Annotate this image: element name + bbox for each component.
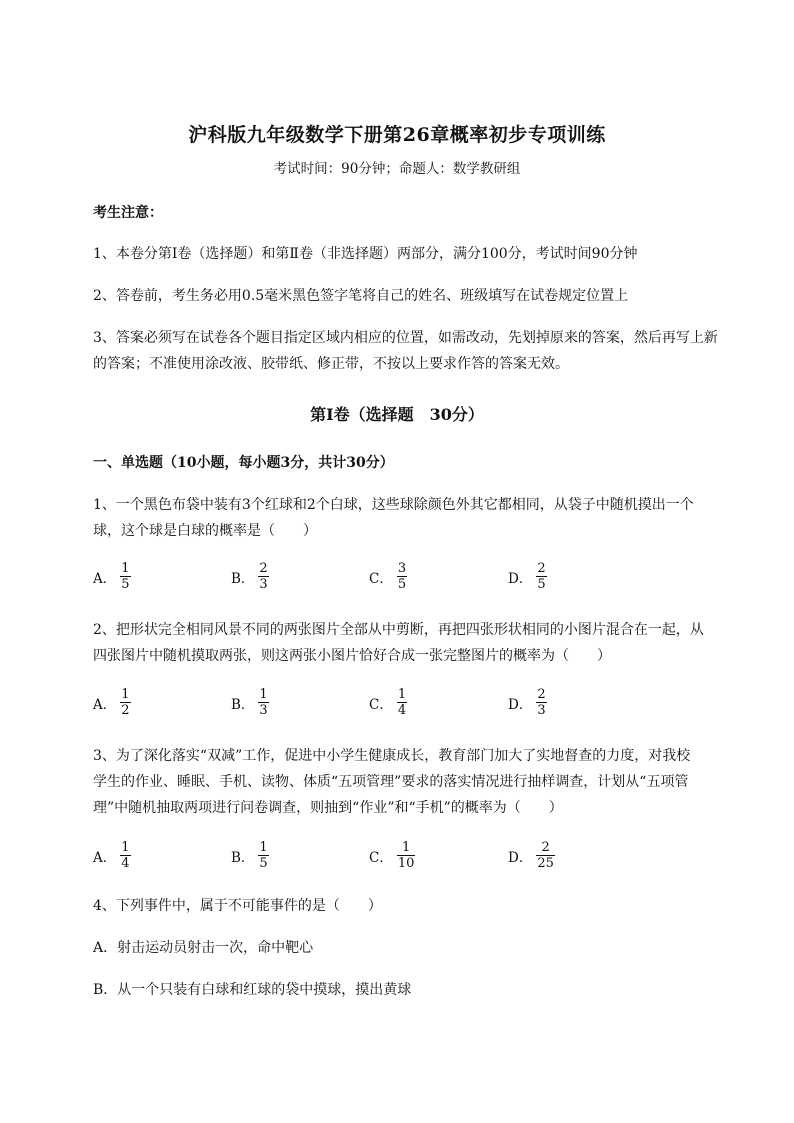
option-label: C．	[369, 570, 393, 587]
fraction	[120, 561, 130, 592]
option-a[interactable]	[93, 687, 131, 718]
question-text: 理”中随机抽取两项进行问卷调查，则抽到“作业”和“手机”的概率为（ ）	[93, 800, 563, 816]
numerator: 1	[121, 840, 130, 855]
question-text: 4、下列事件中，属于不可能事件的是（ ）	[93, 898, 382, 914]
fraction	[258, 687, 268, 718]
option-b[interactable]	[231, 687, 269, 718]
notice-item: 1、本卷分第I卷（选择题）和第Ⅱ卷（非选择题）两部分，满分100分，考试时间90分钟	[93, 246, 638, 262]
option-b[interactable]	[231, 561, 269, 592]
denominator: 25	[537, 856, 554, 871]
denominator: 5	[121, 577, 130, 592]
option-d[interactable]	[508, 840, 555, 871]
option-c[interactable]	[369, 840, 415, 871]
denominator: 3	[259, 703, 268, 718]
numerator: 2	[537, 561, 546, 576]
denominator: 3	[259, 577, 268, 592]
numerator: 1	[259, 687, 268, 702]
option-label: B．	[231, 849, 255, 866]
option-a[interactable]	[93, 840, 131, 871]
option-label: A．	[93, 570, 117, 587]
exam-info: 考试时间：90分钟；命题人：数学教研组	[273, 161, 521, 177]
numerator: 1	[401, 840, 411, 855]
part-heading: 一、单选题（10小题，每小题3分，共计30分）	[93, 455, 394, 471]
notice-item: 3、答案必须写在试卷各个题目指定区域内相应的位置，如需改动，先划掉原来的答案，然后再写上新	[93, 330, 718, 346]
option-c[interactable]	[369, 561, 407, 592]
option-label: B．	[231, 570, 255, 587]
numerator: 2	[537, 687, 546, 702]
fraction	[397, 561, 407, 592]
numerator: 3	[397, 561, 407, 576]
notice-item: 的答案；不准使用涂改液、胶带纸、修正带，不按以上要求作答的答案无效。	[93, 356, 569, 372]
option-label: D．	[508, 570, 533, 587]
notice-heading: 考生注意：	[93, 205, 163, 221]
numerator: 1	[121, 687, 130, 702]
option-d[interactable]	[508, 687, 547, 718]
numerator: 1	[259, 840, 268, 855]
option-label: A．	[93, 849, 117, 866]
denominator: 10	[397, 856, 415, 871]
question-text: 学生的作业、睡眠、手机、读物、体质“五项管理”要求的落实情况进行抽样调查，计划从“五项管	[93, 774, 689, 790]
option-c[interactable]	[369, 687, 407, 718]
option-b[interactable]	[231, 840, 269, 871]
question-text: 球，这个球是白球的概率是（ ）	[93, 523, 317, 539]
fraction	[536, 687, 546, 718]
denominator: 2	[121, 703, 130, 718]
fraction	[258, 561, 268, 592]
fraction	[120, 840, 130, 871]
fraction	[258, 840, 268, 871]
numerator: 1	[121, 561, 130, 576]
option-a[interactable]	[93, 561, 131, 592]
option-label: C．	[369, 696, 393, 713]
choice-b[interactable]: B．从一个只装有白球和红球的袋中摸球，摸出黄球	[93, 982, 412, 998]
fraction	[536, 840, 555, 871]
numerator: 2	[259, 561, 268, 576]
denominator: 3	[537, 703, 546, 718]
denominator: 5	[537, 577, 546, 592]
question-text: 2、把形状完全相同风景不同的两张图片全部从中剪断，再把四张形状相同的小图片混合在一起，从	[93, 622, 704, 638]
notice-item: 2、答卷前，考生务必用0.5毫米黑色签字笔将自己的姓名、班级填写在试卷规定位置上	[93, 288, 629, 304]
question-text: 3、为了深化落实“双减”工作，促进中小学生健康成长，教育部门加大了实地督查的力度，对我校	[93, 748, 691, 764]
denominator: 5	[397, 577, 407, 592]
page-title: 沪科版九年级数学下册第26章概率初步专项训练	[188, 124, 606, 146]
fraction	[120, 687, 130, 718]
option-label: D．	[508, 849, 533, 866]
option-label: D．	[508, 696, 533, 713]
option-d[interactable]	[508, 561, 547, 592]
denominator: 5	[259, 856, 268, 871]
section-heading: 第I卷（选择题 30分）	[310, 405, 484, 424]
question-text: 1、一个黑色布袋中装有3个红球和2个白球，这些球除颜色外其它都相同，从袋子中随机摸出一个	[93, 497, 694, 513]
numerator: 2	[541, 840, 550, 855]
denominator: 4	[121, 856, 130, 871]
fraction	[397, 687, 407, 718]
option-label: C．	[369, 849, 393, 866]
option-label: B．	[231, 696, 255, 713]
fraction	[536, 561, 546, 592]
option-label: A．	[93, 696, 117, 713]
denominator: 4	[397, 703, 407, 718]
question-text: 四张图片中随机摸取两张，则这两张小图片恰好合成一张完整图片的概率为（ ）	[93, 648, 611, 664]
choice-a[interactable]: A．射击运动员射击一次，命中靶心	[93, 940, 314, 956]
numerator: 1	[397, 687, 407, 702]
fraction	[397, 840, 416, 871]
